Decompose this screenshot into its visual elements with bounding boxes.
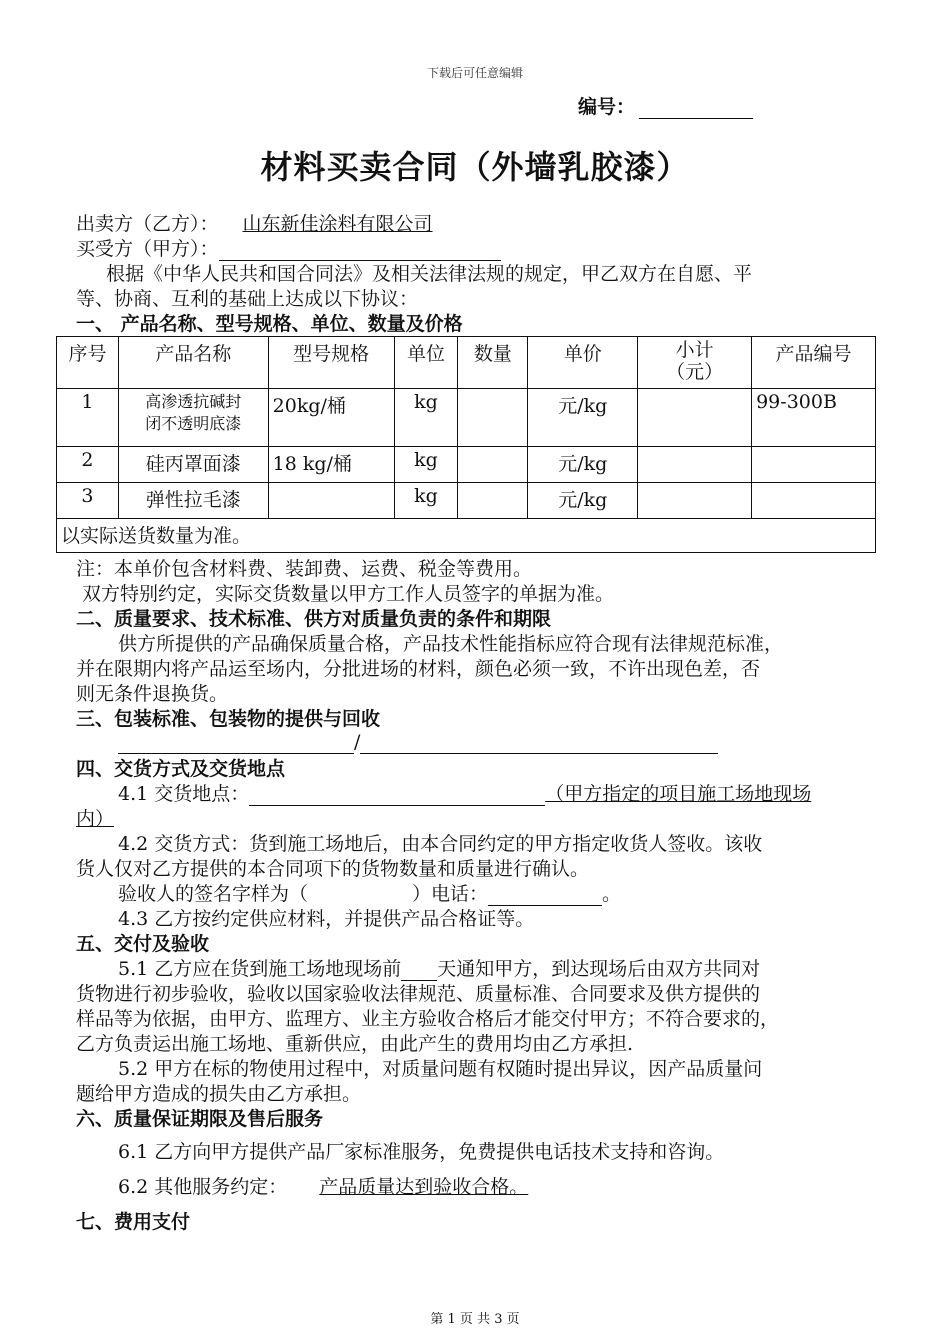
cell-name: 硅丙罩面漆: [118, 447, 268, 483]
note-line-1: 注：本单价包含材料费、装卸费、运费、税金等费用。: [76, 558, 533, 580]
table-footer-note: 以实际送货数量为准。: [57, 519, 876, 553]
cell-price: 元/kg: [528, 483, 638, 519]
col-header-unit: 单位: [394, 337, 458, 389]
seller-value: 山东新佳涂料有限公司: [242, 213, 433, 235]
intro-line-1: 根据《中华人民共和国合同法》及相关法律法规的规定，甲乙双方在自愿、平: [106, 263, 753, 285]
cell-code: [752, 447, 876, 483]
packaging-blank-line: [118, 730, 928, 754]
intro-line-2: 等、协商、互利的基础上达成以下协议：: [76, 288, 419, 310]
cell-price: 元/kg: [528, 389, 638, 447]
serial-number: [578, 92, 753, 119]
cell-code: 99-300B: [752, 389, 876, 447]
table-footer-row: [57, 519, 876, 553]
col-header-name: 产品名称: [118, 337, 268, 389]
col-header-subtotal: 小计 （元）: [638, 337, 752, 389]
col-header-qty: 数量: [458, 337, 528, 389]
cell-qty: [458, 483, 528, 519]
col-header-price: 单价: [528, 337, 638, 389]
serial-label: 编号：: [578, 96, 636, 118]
section-2-para-2: 并在限期内将产品运至场内，分批进场的材料，颜色必须一致，不许出现色差，否: [76, 658, 761, 680]
cell-qty: [458, 447, 528, 483]
header-note: 下载后可任意编辑: [426, 66, 523, 80]
buyer-label: 买受方（甲方）：: [76, 238, 219, 260]
table-header-row: [57, 337, 876, 389]
delivery-place-note: （甲方指定的项目施工场地现场: [545, 783, 812, 805]
cell-no: 2: [57, 447, 119, 483]
section-1-title: 一、 产品名称、型号规格、单位、数量及价格: [76, 313, 463, 335]
cell-no: 1: [57, 389, 119, 447]
cell-name: 高渗透抗碱封 闭不透明底漆: [118, 389, 268, 447]
seller-line: [76, 212, 886, 236]
phone-blank: [488, 886, 602, 906]
delivery-method-line-2: 货人仅对乙方提供的本合同项下的货物数量和质量进行确认。: [76, 858, 590, 880]
cell-subtotal: [638, 447, 752, 483]
col-header-no: 序号: [57, 337, 119, 389]
cell-subtotal: [638, 389, 752, 447]
acceptance-line-2: 货物进行初步验收，验收以国家验收法律规范、质量标准、合同要求及供方提供的: [76, 983, 761, 1005]
receiver-signature-line: 验收人的签名字样为（ ）电话： 。: [118, 883, 622, 905]
service-line-1: 6.1 乙方向甲方提供产品厂家标准服务，免费提供电话技术支持和咨询。: [118, 1141, 725, 1163]
delivery-place-label: 4.1 交货地点：: [118, 783, 250, 805]
delivery-place-line-2: 内）: [76, 808, 115, 830]
section-4-title: 四、交货方式及交货地点: [76, 758, 286, 780]
table-row: [57, 483, 876, 519]
page-footer: 第 1 页 共 3 页: [430, 1312, 520, 1327]
delivery-method-line-1: 4.2 交货方式：货到施工场地后，由本合同约定的甲方指定收货人签收。该收: [118, 833, 763, 855]
certificate-line: 4.3 乙方按约定供应材料，并提供产品合格证等。: [118, 908, 535, 930]
delivery-place-line: [118, 782, 928, 806]
section-3-title: 三、包装标准、包装物的提供与回收: [76, 708, 381, 730]
service-value: 产品质量达到验收合格。: [319, 1176, 529, 1198]
delivery-place-blank: [249, 786, 545, 806]
section-2-title: 二、质量要求、技术标准、供方对质量负责的条件和期限: [76, 608, 552, 630]
buyer-blank: [219, 241, 501, 261]
product-table: [56, 336, 876, 553]
document-title: 材料买卖合同（外墙乳胶漆）: [260, 148, 690, 186]
cell-code: [752, 483, 876, 519]
acceptance-line-4: 乙方负责运出施工场地、重新供应，由此产生的费用均由乙方承担.: [76, 1033, 634, 1055]
acceptance-line-1: 5.1 乙方应在货到施工场地现场前 天通知甲方，到达现场后由双方共同对: [118, 958, 761, 980]
section-2-para-3: 则无条件退换货。: [76, 683, 229, 705]
cell-unit: kg: [394, 483, 458, 519]
cell-price: 元/kg: [528, 447, 638, 483]
buyer-line: [76, 237, 886, 261]
acceptance-line-3: 样品等为依据，由甲方、监理方、业主方验收合格后才能交付甲方；不符合要求的，: [76, 1008, 780, 1030]
table-row: [57, 389, 876, 447]
section-6-title: 六、质量保证期限及售后服务: [76, 1108, 324, 1130]
objection-line-2: 题给甲方造成的损失由乙方承担。: [76, 1083, 362, 1105]
col-header-code: 产品编号: [752, 337, 876, 389]
table-row: [57, 447, 876, 483]
cell-qty: [458, 389, 528, 447]
objection-line-1: 5.2 甲方在标的物使用过程中，对质量问题有权随时提出异议，因产品质量问: [118, 1058, 763, 1080]
col-header-spec: 型号规格: [268, 337, 394, 389]
cell-no: 3: [57, 483, 119, 519]
days-blank: [401, 961, 437, 981]
cell-spec: 18 kg/桶: [268, 447, 394, 483]
cell-spec: 20kg/桶: [268, 389, 394, 447]
serial-blank: [639, 100, 753, 119]
cell-subtotal: [638, 483, 752, 519]
packaging-slash: /: [354, 731, 361, 753]
note-line-2: 双方特别约定，实际交货数量以甲方工作人员签字的单据为准。: [82, 583, 615, 605]
section-7-title: 七、费用支付: [76, 1211, 191, 1233]
seller-label: 出卖方（乙方）：: [76, 213, 219, 235]
cell-unit: kg: [394, 389, 458, 447]
cell-name: 弹性拉毛漆: [118, 483, 268, 519]
cell-spec: [268, 483, 394, 519]
service-line-2: 6.2 其他服务约定： 产品质量达到验收合格。: [118, 1175, 928, 1199]
section-5-title: 五、交付及验收: [76, 933, 210, 955]
section-2-para-1: 供方所提供的产品确保质量合格，产品技术性能指标应符合现有法律规范标准，: [118, 633, 784, 655]
cell-unit: kg: [394, 447, 458, 483]
